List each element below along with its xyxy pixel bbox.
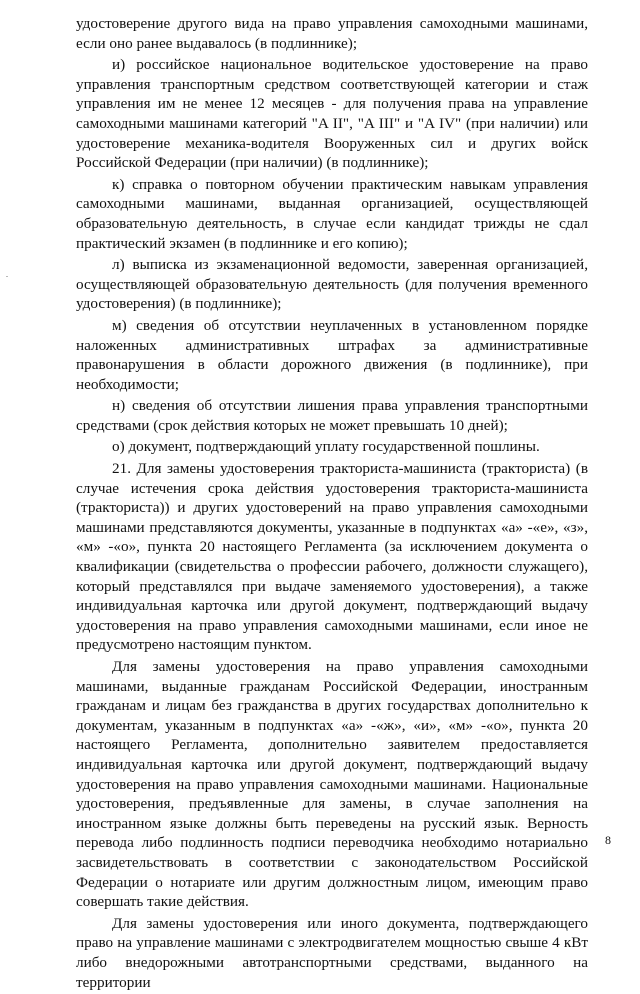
paragraph-continuation: удостоверение другого вида на право управления самоходными машинами, если оно ранее выдавалось (в подлиннике);: [76, 15, 588, 52]
paragraph-item-i: и) российское национальное водительское удостоверение на право управления транспортным средством соответствующей категории и стаж управления им не менее 12 месяцев - для получения права на управление самоходными машинами категорий "A II", "A III" и "A IV" (при наличии) или удостоверение механика-водителя Вооруженных сил и других войск Российской Федерации (при наличии) (в подлиннике);: [76, 56, 588, 172]
page-number: 8: [605, 833, 611, 847]
paragraph-replacement-foreign: Для замены удостоверения на право управления самоходными машинами, выданные гражданам Российской Федерации, иностранным гражданам и лицам без гражданства в других государствах дополнительно к документам, указанным в подпунктах «а» -«ж», «и», «м» -«о», пункта 20 настоящего Регламента, дополнительно заявителем предоставляется индивидуальная карточка или другой документ, подтверждающий выдачу удостоверения на право управления самоходными машинами. Национальные удостоверения, предъявленные для замены, в случае заполнения на иностранном языке должны быть переведены на русский язык. Верность перевода либо подлинность подписи переводчика необходимо нотариально засвидетельствовать в соответствии с законодательством Российской Федерации о нотариате или другим должностным лицом, имеющим право совершать такие действия.: [76, 658, 588, 911]
paragraph-item-l: л) выписка из экзаменационной ведомости, заверенная организацией, осуществляющей образовательную деятельность (для получения временного удостоверения) (в подлиннике);: [76, 256, 588, 313]
scan-artifact: [6, 276, 8, 277]
paragraph-item-m: м) сведения об отсутствии неуплаченных в установленном порядке наложенных административных штрафах за административные правонарушения в области дорожного движения (в подлиннике), при необходимости;: [76, 316, 588, 393]
paragraph-clause-21: 21. Для замены удостоверения тракториста-машиниста (тракториста) (в случае истечения срока действия удостоверения тракториста-машиниста (тракториста)) и других удостоверений на право управления самоходными машинами представляются документы, указанные в подпунктах «а» -«е», «з», «м» -«о», пункта 20 настоящего Регламента (за исключением документа о квалификации (свидетельства о профессии рабочего, должности служащего), который представлялся при выдаче заменяемого удостоверения), а также индивидуальная карточка или другой документ, подтверждающий выдачу удостоверения на право управления самоходными машинами, если иное не предусмотрено настоящим пунктом.: [76, 460, 588, 654]
paragraph-item-n: н) сведения об отсутствии лишения права управления транспортными средствами (срок действия которых не может превышать 10 дней);: [76, 397, 588, 434]
document-body: [76, 14, 588, 994]
paragraph-replacement-other: Для замены удостоверения или иного документа, подтверждающего право на управление машинами с электродвигателем мощностью свыше 4 кВт либо внедорожными автотранспортными средствами, выданного на территории: [76, 914, 588, 991]
paragraph-item-o: о) документ, подтверждающий уплату государственной пошлины.: [112, 438, 540, 456]
paragraph-item-k: к) справка о повторном обучении практическим навыкам управления самоходными машинами, выданная организацией, осуществляющей образовательную деятельность, в случае если кандидат трижды не сдал практический экзамен (в подлиннике и его копию);: [76, 175, 588, 252]
